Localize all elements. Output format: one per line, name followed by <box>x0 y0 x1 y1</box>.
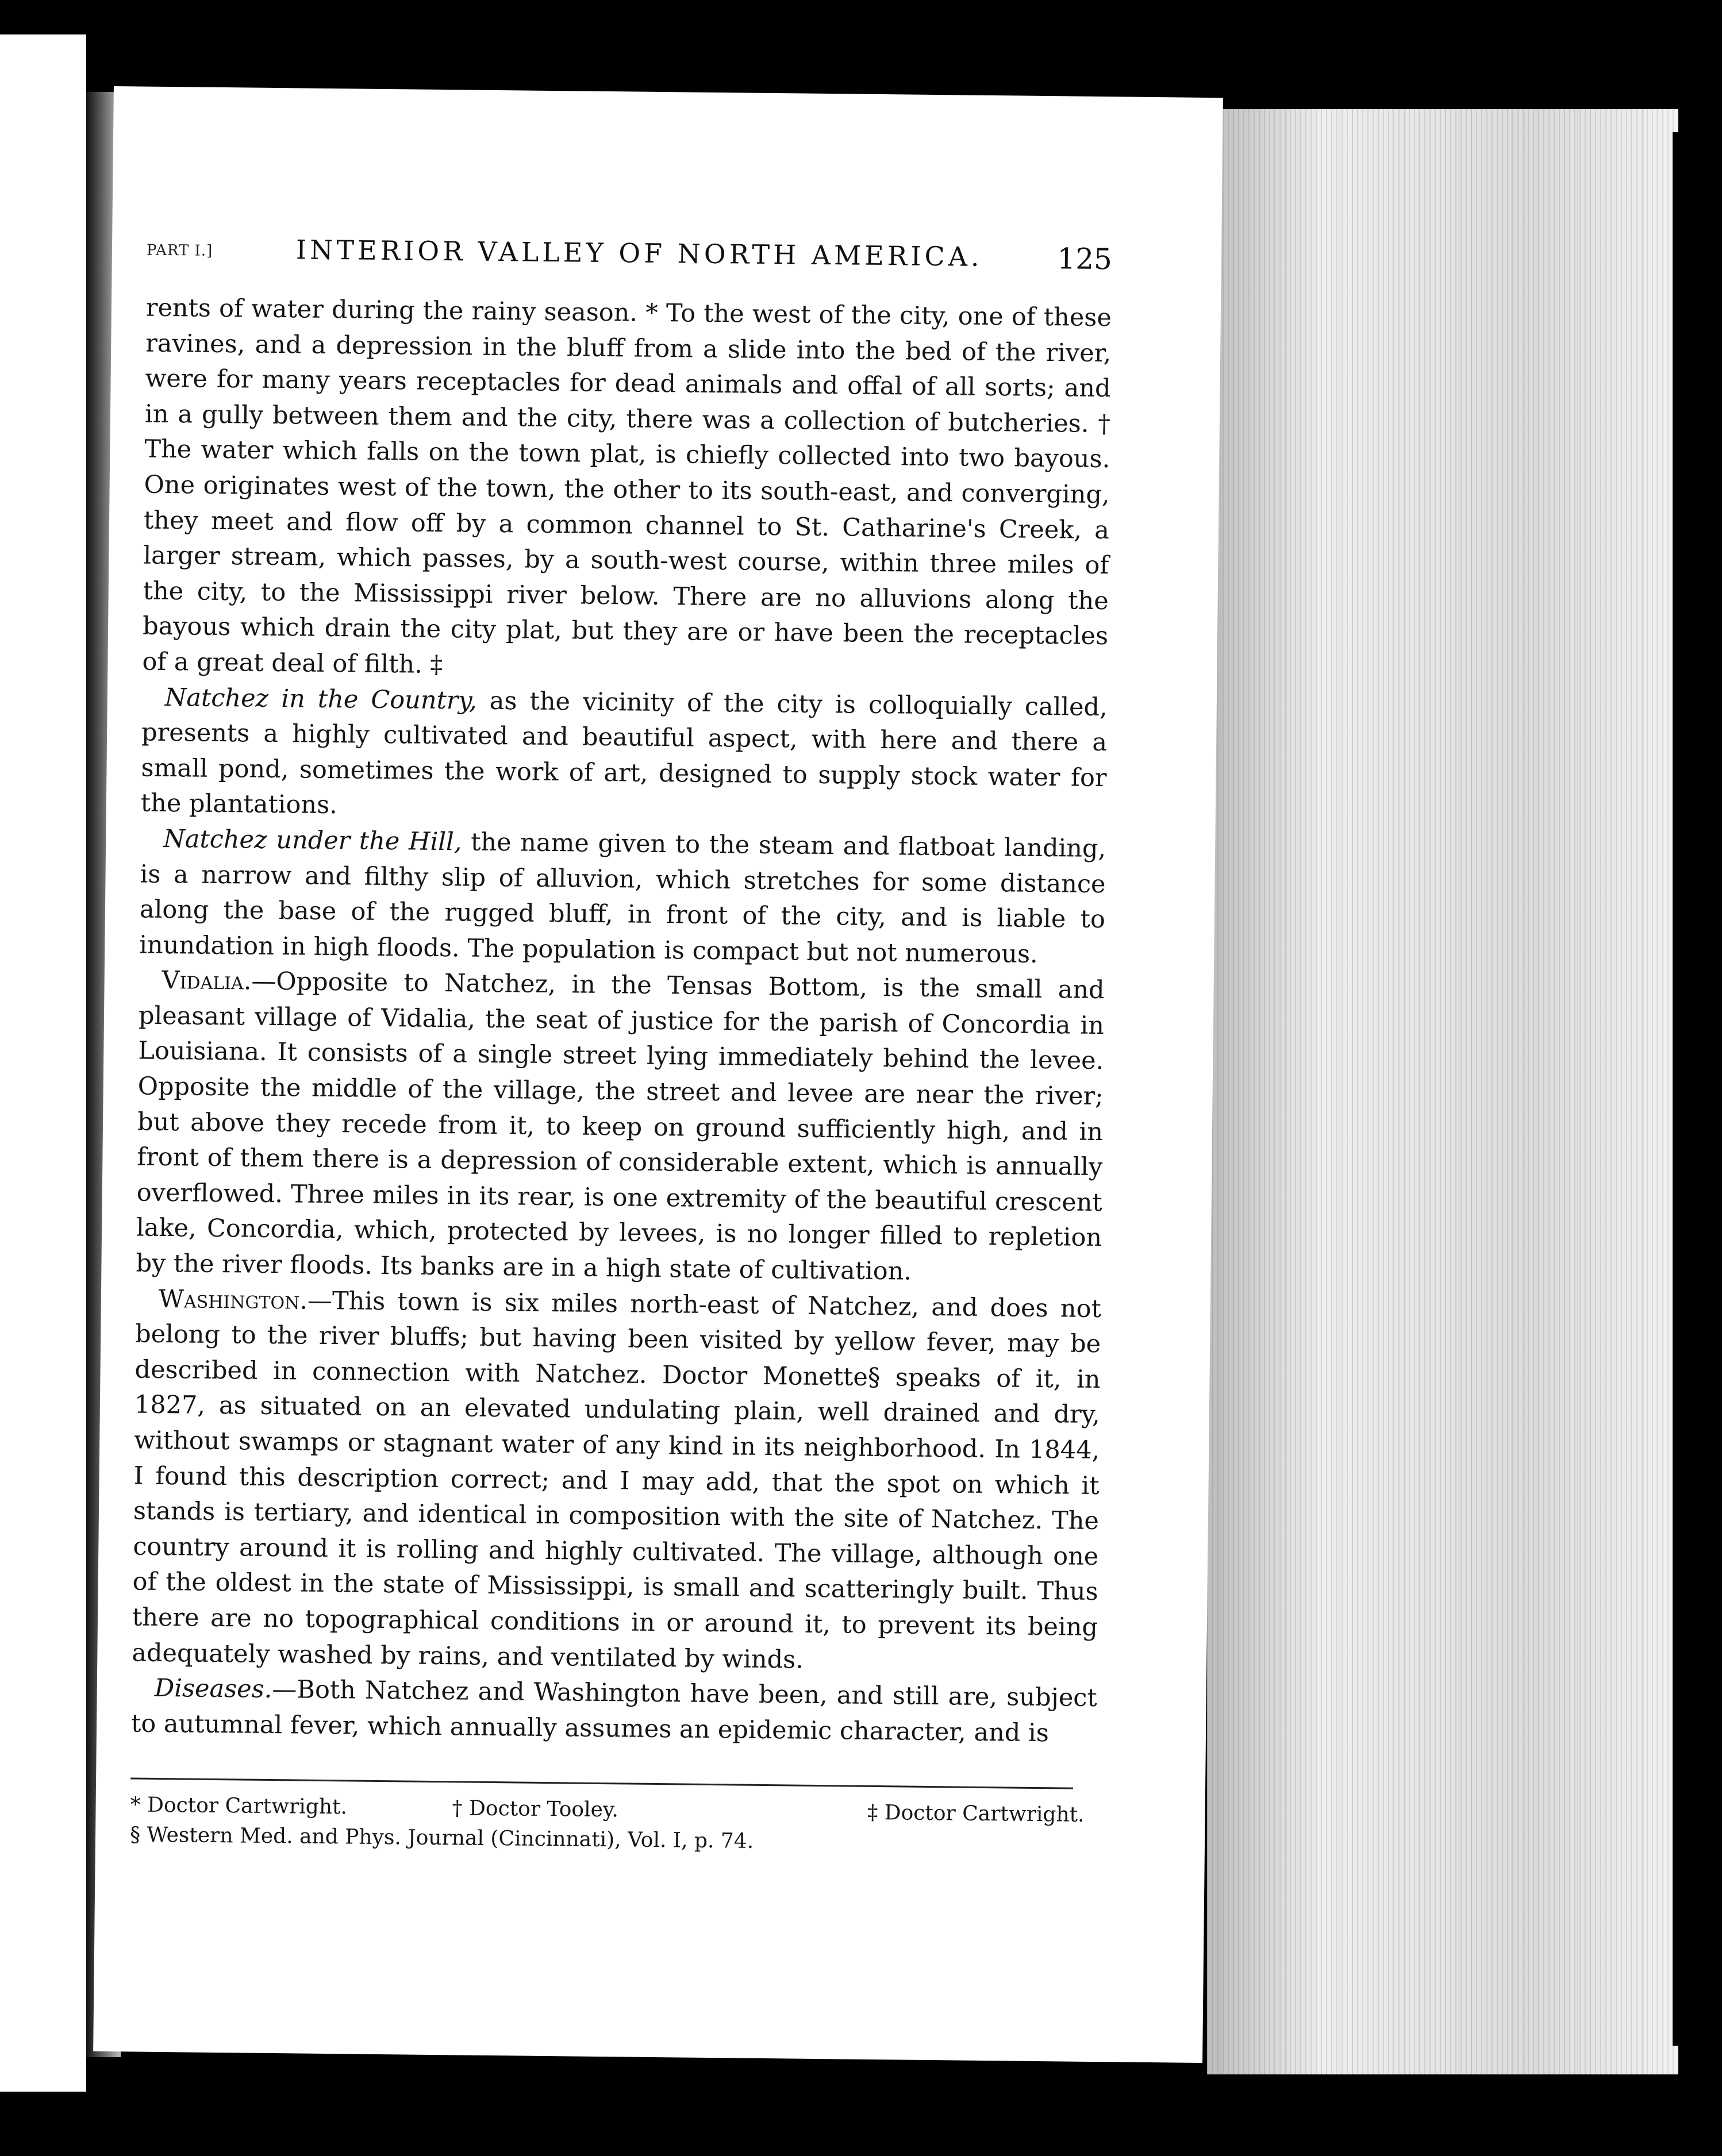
facing-page-edge <box>0 34 86 2092</box>
footnote-star: * Doctor Cartwright. <box>130 1793 348 1819</box>
running-header <box>146 230 1112 292</box>
paragraph-lead: Diseases. <box>154 1674 272 1704</box>
paragraph-vidalia <box>136 963 1105 1292</box>
paragraph-text: —This town is six miles north-east of Natchez, and does not belong to the river bluffs; but having been visited by yellow fever, may be described in connection with Natchez. Doctor Monette§ speaks of it, in 1827, as situated on an elevated undulating plain, well drained and dry, without swamps or stagnant water of any kind in its neighborhood. In 1844, I found this description correct; and I may add, that the spot on which it stands is tertiary, and identical in composition with the site of Natchez. The country around it is rolling and highly cultivated. The village, although one of the oldest in the state of Mississippi, is small and scatteringly built. Thus there are no topographical conditions in or around it, to prevent its being adequately washed by rains, and ventilated by winds. <box>132 1286 1102 1674</box>
paragraph-lead: Natchez in the Country, <box>164 683 477 715</box>
paragraph-ravines <box>142 291 1112 690</box>
paragraph-washington <box>132 1281 1101 1681</box>
paragraph-text: rents of water during the rainy season. * To the west of the city, one of these ravines, and a depression in the bluff from a slide into the bed of the river, were for many years receptacles for dead animals and offal of all sorts; and in a gully between them and the city, there was a collection of butcheries. † The water which falls on the town plat, is chiefly collected into two bayous. One originates west of the town, the other to its south-east, and converging, they meet and flow off by a common channel to St. Catharine's Creek, a larger stream, which passes, by a south-west course, within three miles of the city, to the Mississippi river below. There are no alluvions along the bayous which drain the city plat, but they are or have been the receptacles of a great deal of filth. ‡ <box>142 293 1112 679</box>
paragraph-lead: Vidalia. <box>162 966 252 996</box>
footnotes <box>130 1790 1096 1860</box>
page-block-edge <box>1207 109 1678 2074</box>
part-label: PART I.] <box>146 241 213 260</box>
footnote-rule <box>130 1777 1073 1789</box>
running-title: INTERIOR VALLEY OF NORTH AMERICA. <box>295 234 983 272</box>
paragraph-lead: Natchez under the Hill, <box>163 824 462 857</box>
paragraph-natchez-country <box>141 680 1108 831</box>
paragraph-text: as the vicinity of the city is colloquially called, presents a highly cultivated and beautiful aspect, with here and there a small pond, sometimes the work of art, designed to supply stock water for the plantations. <box>140 686 1108 820</box>
paragraph-text: —Opposite to Natchez, in the Tensas Bottom, is the small and pleasant village of Vidalia, the seat of justice for the parish of Concordia in Louisiana. It consists of a single street lying immediately behind the levee. Opposite the middle of the village, the street and levee are near the river; but above they recede from it, to keep on ground sufficiently high, and in front of them there is a depression of considerable extent, which is annually overflowed. Three miles in its rear, is one extremity of the beautiful crescent lake, Concordia, which, protected by levees, is no longer filled to repletion by the river floods. Its banks are in a high state of cultivation. <box>136 967 1105 1286</box>
paragraph-natchez-under-hill <box>139 821 1106 973</box>
footnote-double-dagger: ‡ Doctor Cartwright. <box>867 1800 1085 1827</box>
body-text <box>131 291 1112 1752</box>
page-number: 125 <box>1057 242 1113 276</box>
paragraph-text: the name given to the steam and flatboat landing, is a narrow and filthy slip of alluvion, which stretches for some distance along the base of the rugged bluff, in front of the city, and is liable to inundation in high floods. The population is compact but not numerous. <box>139 827 1106 969</box>
book-cover-edge <box>1673 132 1722 2046</box>
paragraph-diseases <box>131 1671 1097 1752</box>
footnote-section: § Western Med. and Phys. Journal (Cincinnati), Vol. I, p. 74. <box>129 1823 754 1853</box>
paragraph-lead: Washington. <box>158 1284 308 1315</box>
paragraph-text: —Both Natchez and Washington have been, and still are, subject to autumnal fever, which annually assumes an epidemic character, and is <box>130 1675 1097 1747</box>
footnote-dagger: † Doctor Tooley. <box>452 1796 619 1822</box>
page <box>93 86 1223 2063</box>
